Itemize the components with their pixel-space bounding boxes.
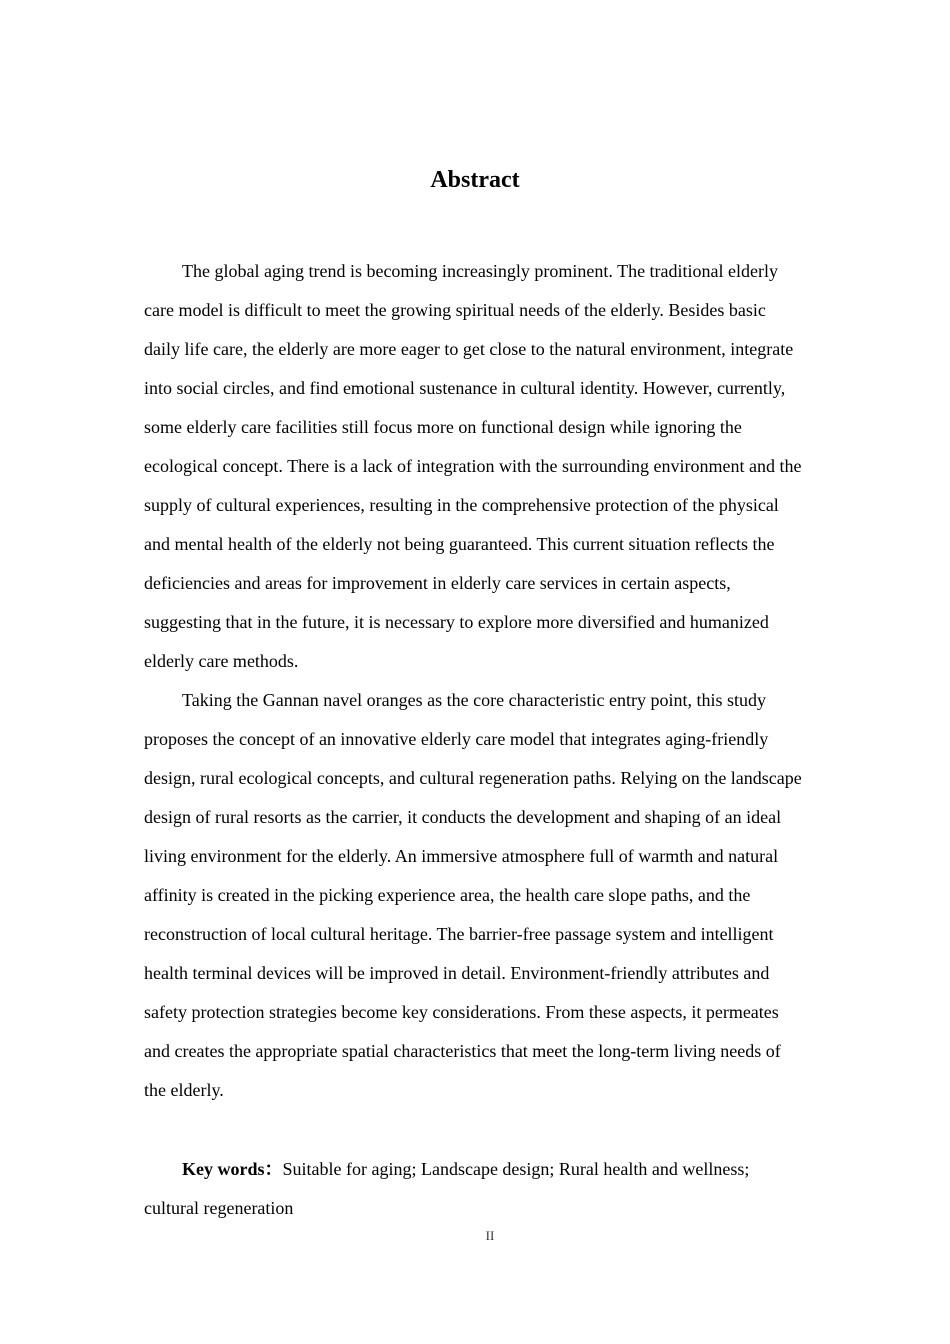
keywords-label: Key words： bbox=[182, 1159, 283, 1179]
abstract-paragraph-2: Taking the Gannan navel oranges as the core characteristic entry point, this study proposes the concept of an innovative elderly care model that integrates aging-friendly design, rural ecological concepts, and cultural regeneration paths. Relying on the landscape design of rural resorts as the carrier, it conducts the development and shaping of an ideal living environment for the elderly. An immersive atmosphere full of warmth and natural affinity is created in the picking experience area, the health care slope paths, and the reconstruction of local cultural heritage. The barrier-free passage system and intelligent health terminal devices will be improved in detail. Environment-friendly attributes and safety protection strategies become key considerations. From these aspects, it permeates and creates the appropriate spatial characteristics that meet the long-term living needs of the elderly. bbox=[144, 690, 802, 1100]
keywords-text: Suitable for aging; Landscape design; Rural health and wellness; cultural regeneration bbox=[144, 1159, 750, 1218]
abstract-body bbox=[144, 252, 806, 1110]
page-number: II bbox=[485, 1228, 495, 1243]
keywords-line bbox=[144, 1150, 806, 1228]
abstract-paragraph-1: The global aging trend is becoming increasingly prominent. The traditional elderly care model is difficult to meet the growing spiritual needs of the elderly. Besides basic daily life care, the elderly are more eager to get close to the natural environment, integrate into social circles, and find emotional sustenance in cultural identity. However, currently, some elderly care facilities still focus more on functional design while ignoring the ecological concept. There is a lack of integration with the surrounding environment and the supply of cultural experiences, resulting in the comprehensive protection of the physical and mental health of the elderly not being guaranteed. This current situation reflects the deficiencies and areas for improvement in elderly care services in certain aspects, suggesting that in the future, it is necessary to explore more diversified and humanized elderly care methods. bbox=[144, 261, 802, 671]
abstract-title: Abstract bbox=[430, 167, 520, 193]
